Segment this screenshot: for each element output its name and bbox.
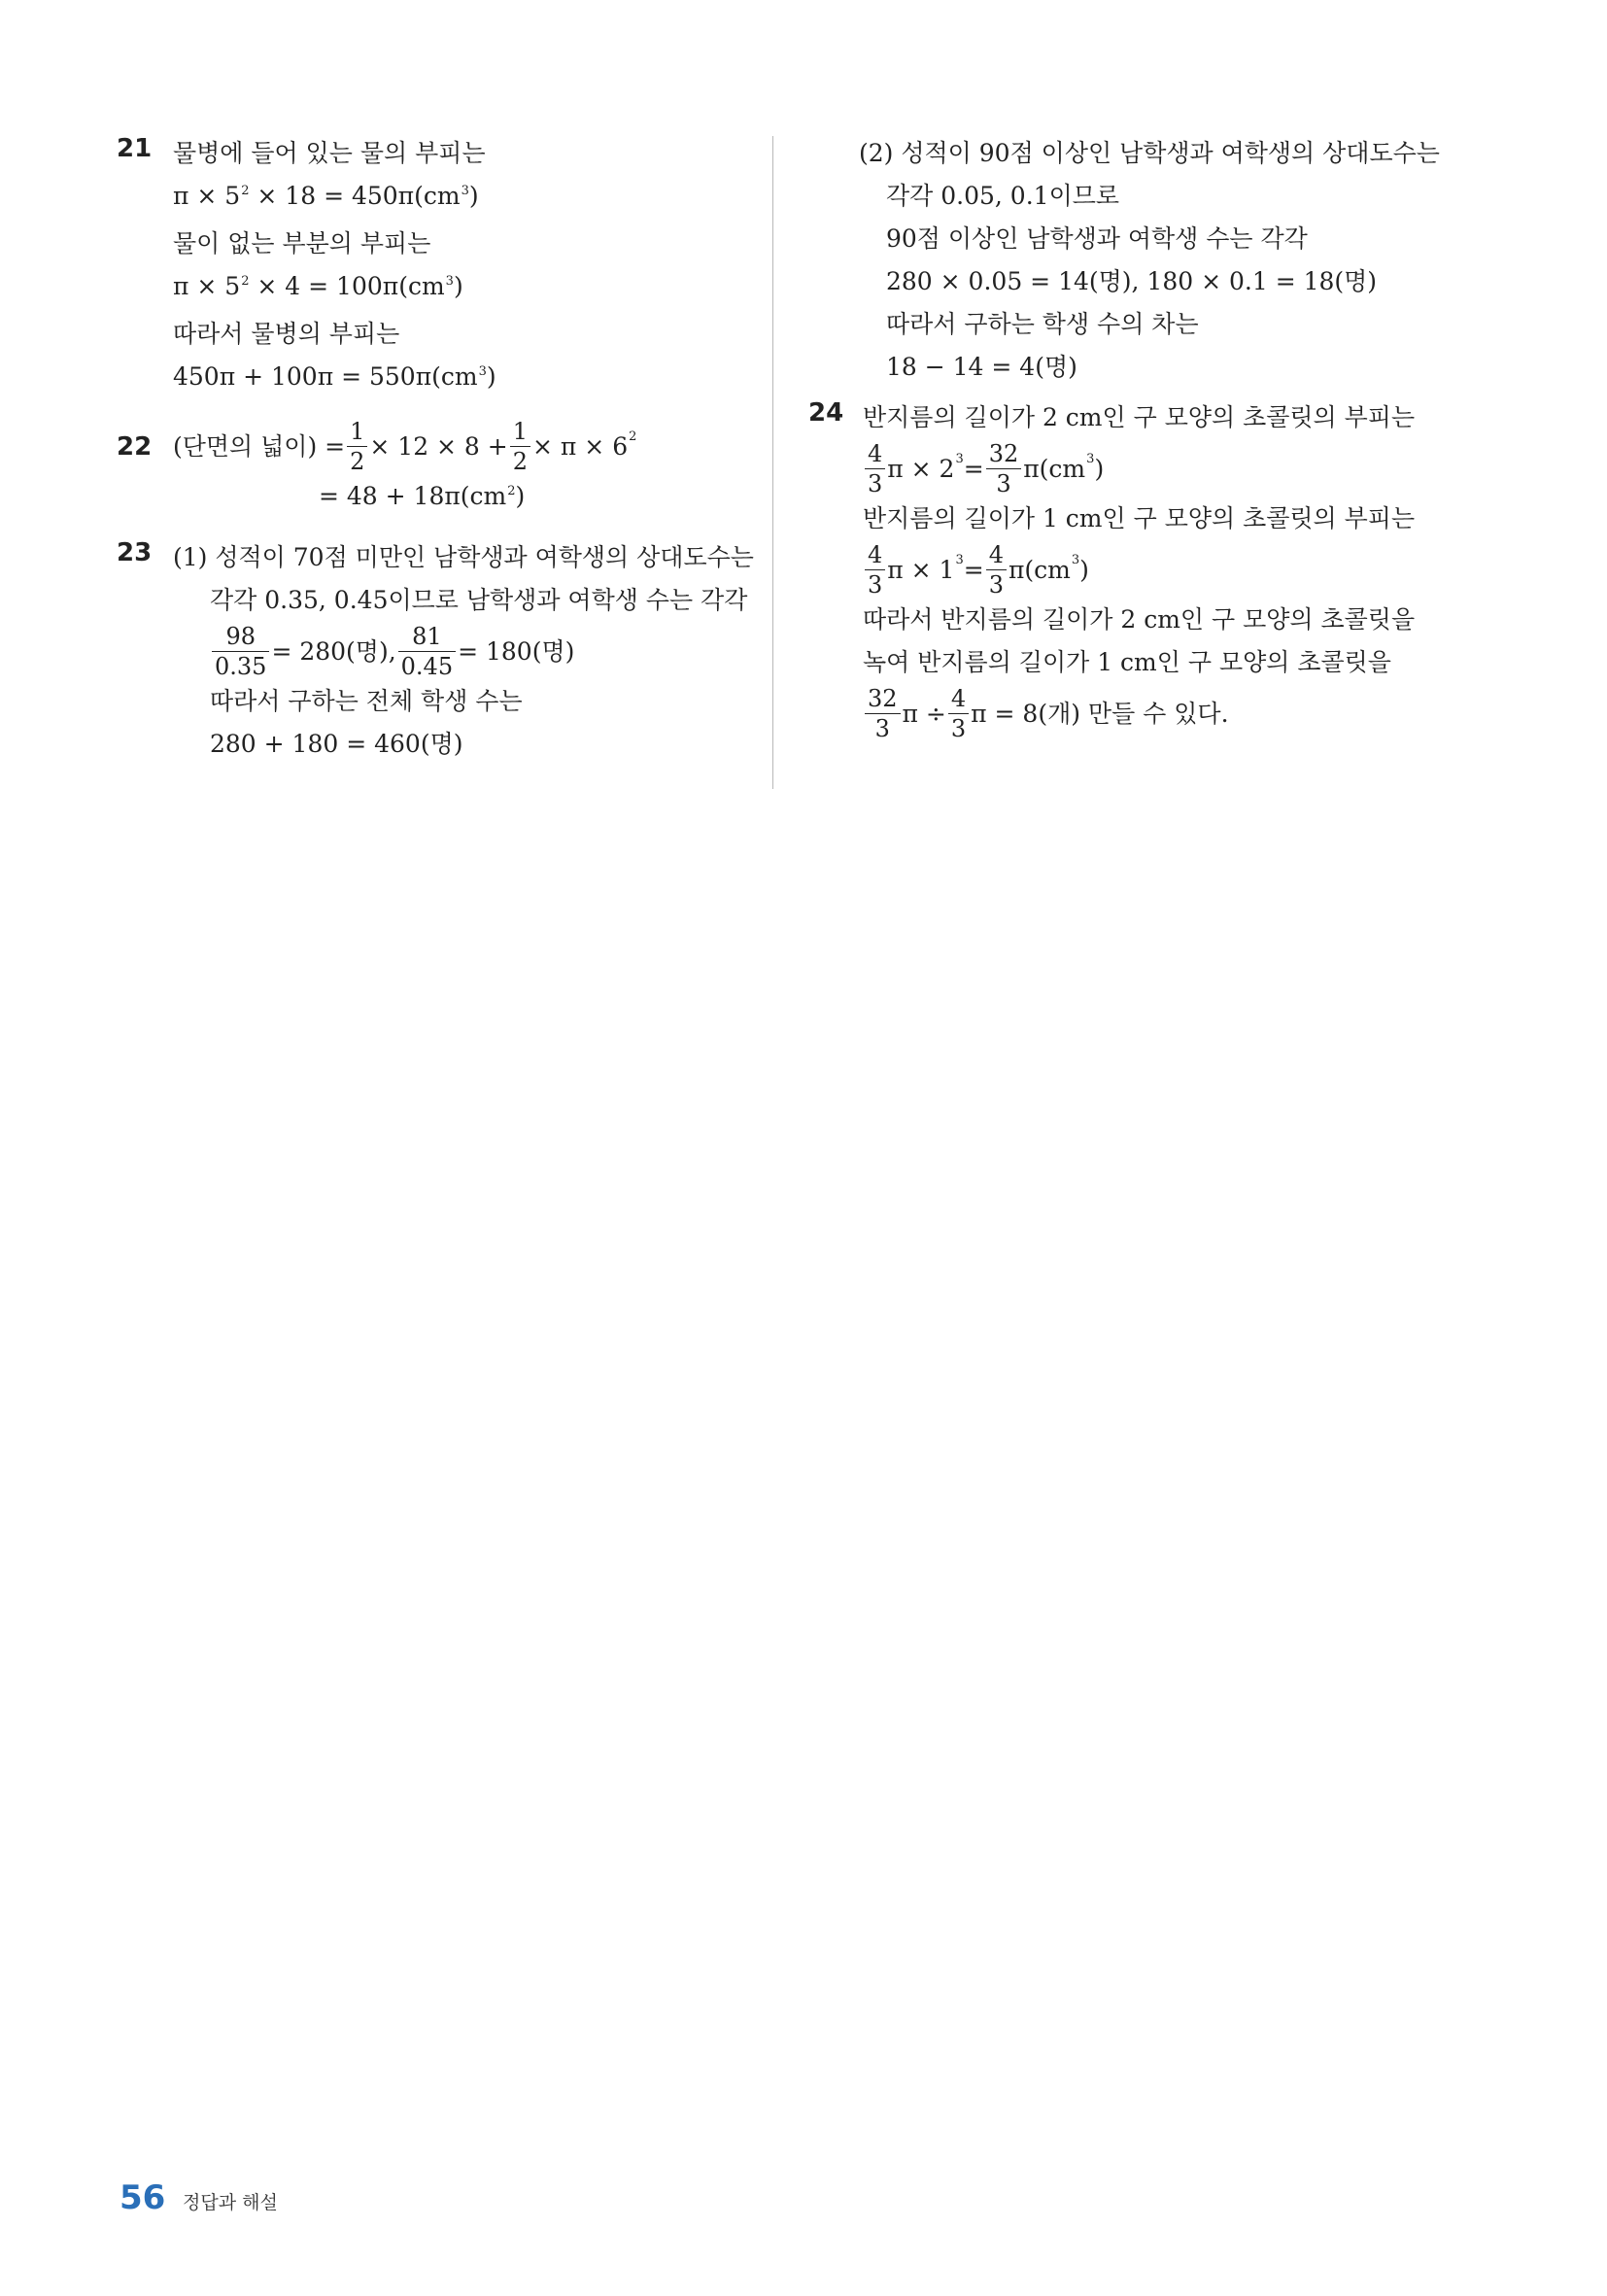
fraction: $\frac{4}{3}$ (865, 442, 885, 496)
equation-line: = $48 + 18\pi(cm^2)$ (319, 482, 526, 510)
equation-line: $\frac{32}{3}$ π ÷ $\frac{4}{3}$ π = 8(개) 만들 수 있다. (863, 684, 1450, 742)
right-column (808, 132, 1450, 742)
fraction: $\frac{1}{2}$ (347, 420, 367, 473)
fraction: $\frac{32}{3}$ (865, 687, 901, 740)
text-line: 녹여 반지름의 길이가 1 cm인 구 모양의 초콜릿을 (863, 648, 1391, 676)
equation-line: $\frac{98}{0.35}$ = 280(명), $\frac{81}{0.45}$ = 180(명) (173, 622, 738, 680)
problem-24 (808, 396, 1450, 742)
text-line: 물이 없는 부분의 부피는 (173, 229, 431, 257)
footer-title: 정답과 해설 (183, 2192, 278, 2213)
problem-number: 24 (808, 398, 844, 428)
text-line: 따라서 구하는 전체 학생 수는 (210, 687, 523, 715)
text-line: 반지름의 길이가 1 cm인 구 모양의 초콜릿의 부피는 (863, 504, 1416, 532)
fraction: $\frac{98}{0.35}$ (212, 625, 269, 678)
text-line: 따라서 반지름의 길이가 2 cm인 구 모양의 초콜릿을 (863, 605, 1416, 634)
page-number: 56 (120, 2178, 166, 2217)
text-line: 따라서 구하는 학생 수의 차는 (886, 310, 1199, 338)
left-column (117, 132, 754, 766)
text-line: 각각 0.35, 0.45이므로 남학생과 여학생 수는 각각 (210, 586, 748, 614)
equation-line: $\frac{4}{3}$ π × 2 3 = $\frac{32}{3}$ π(cm 3 ) (863, 439, 1450, 497)
equation-line: 280 + 180 = 460(명) (210, 730, 463, 758)
text-line: 반지름의 길이가 2 cm인 구 모양의 초콜릿의 부피는 (863, 403, 1416, 431)
fraction: $\frac{1}{2}$ (510, 420, 530, 473)
equation-line: $\pi \times 5^2 \times 18 = 450\pi(cm^3)$ (173, 182, 479, 210)
equation-line: $450\pi + 100\pi = 550\pi(cm^3)$ (173, 362, 496, 391)
problem-number: 22 (117, 432, 153, 462)
problem-22 (117, 417, 738, 523)
column-divider (772, 136, 773, 789)
text-line: (1) 성적이 70점 미만인 남학생과 여학생의 상대도수는 (173, 543, 754, 571)
text-line: 각각 0.05, 0.1이므로 (886, 182, 1120, 210)
problem-number: 21 (117, 134, 153, 163)
problem-23-part-2 (808, 132, 1450, 389)
problem-23-part-1 (117, 536, 754, 766)
fraction: $\frac{32}{3}$ (986, 442, 1022, 496)
fraction: $\frac{4}{3}$ (948, 687, 969, 740)
problem-number: 23 (117, 538, 153, 567)
equation-line: $\pi \times 5^2 \times 4 = 100\pi(cm^3)$ (173, 272, 463, 300)
text-line: 물병에 들어 있는 물의 부피는 (173, 139, 486, 167)
text-line: (2) 성적이 90점 이상인 남학생과 여학생의 상대도수는 (859, 139, 1440, 167)
fraction: $\frac{81}{0.45}$ (398, 625, 456, 678)
problem-21 (117, 132, 738, 403)
equation-line: $\frac{4}{3}$ π × 1 3 = $\frac{4}{3}$ π(cm 3 ) (863, 540, 1450, 599)
equation-line: 280 × 0.05 = 14(명), 180 × 0.1 = 18(명) (886, 267, 1378, 295)
text-line: 90점 이상인 남학생과 여학생 수는 각각 (886, 224, 1308, 253)
equation-line: (단면의 넓이) = $\frac{1}{2}$ × 12 × 8 + $\frac{1}{2}$ × π × 6 2 (173, 417, 637, 475)
fraction: $\frac{4}{3}$ (865, 543, 885, 597)
text-line: 따라서 물병의 부피는 (173, 320, 400, 348)
equation-line: 18 − 14 = 4(명) (886, 353, 1077, 381)
fraction: $\frac{4}{3}$ (986, 543, 1007, 597)
